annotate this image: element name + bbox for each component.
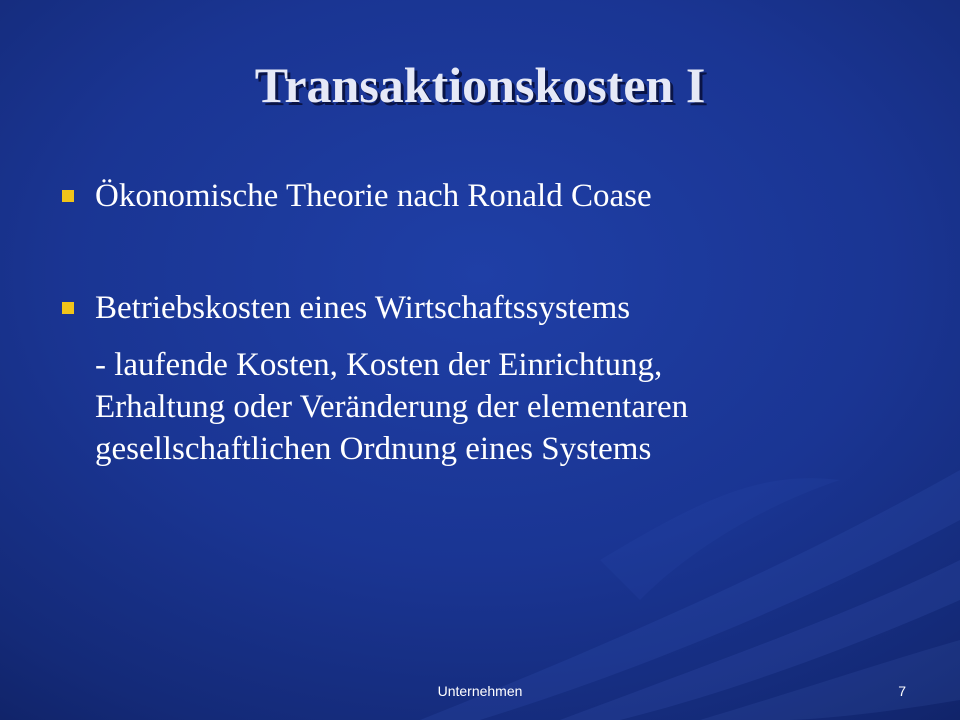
- square-bullet-icon: [62, 190, 74, 202]
- sub-line: Erhaltung oder Veränderung der elementaren: [95, 389, 689, 425]
- sub-line: gesellschaftlichen Ordnung eines Systems: [95, 431, 652, 467]
- bullet-text: Ökonomische Theorie nach Ronald Coase: [95, 178, 652, 214]
- sub-line: - laufende Kosten, Kosten der Einrichtung,: [95, 347, 663, 383]
- page-number: 7: [898, 683, 906, 699]
- square-bullet-icon: [62, 302, 74, 314]
- bullet-text: Betriebskosten eines Wirtschaftssystems: [95, 290, 631, 326]
- sub-paragraph: [95, 344, 915, 470]
- footer-text: Unternehmen: [437, 683, 523, 699]
- slide-title: Transaktionskosten I: [254, 57, 706, 113]
